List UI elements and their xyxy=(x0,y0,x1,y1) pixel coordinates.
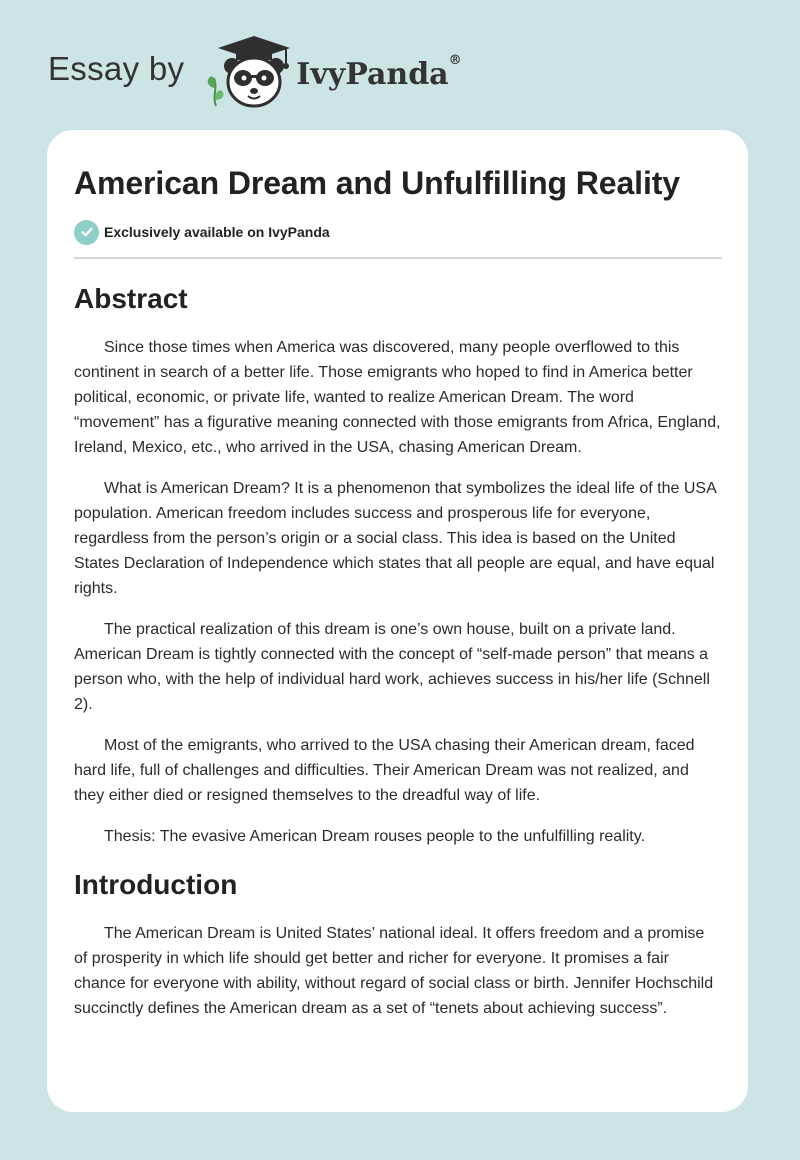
section-heading-introduction: Introduction xyxy=(74,869,238,900)
brand-name xyxy=(296,52,462,92)
essay-card xyxy=(47,130,748,1112)
paragraph: Thesis: The evasive American Dream rouses people to the unfulfilling reality. xyxy=(104,828,646,845)
title-divider xyxy=(74,257,722,259)
exclusive-label: Exclusively available on IvyPanda xyxy=(104,224,330,240)
section-body-introduction xyxy=(74,921,722,1021)
check-circle-icon xyxy=(74,220,99,245)
paragraph: The American Dream is United States’ national ideal. It offers freedom and a promise of prosperity in which life should get better and richer for everyone. It promises a fair chance for everyone with ability, without regard of social class or birth. Jennifer Hochschild succinctly defines the American dream as a set of “tenets about achieving success”. xyxy=(74,925,714,1017)
essay-title: American Dream and Unfulfilling Reality xyxy=(74,165,681,201)
brand-prefix: Essay by xyxy=(48,50,185,87)
brand-name-text: IvyPanda xyxy=(296,56,449,92)
section-heading-abstract: Abstract xyxy=(74,283,188,314)
panda-graduation-cap-icon xyxy=(202,34,292,110)
paragraph: What is American Dream? It is a phenomenon that symbolizes the ideal life of the USA population. American freedom includes success and prosperous life for everyone, regardless from the person’s origin or a social class. This idea is based on the United States Declaration of Independence which states that all people are equal, and have equal rights. xyxy=(74,480,716,597)
paragraph: Most of the emigrants, who arrived to the USA chasing their American dream, faced hard life, full of challenges and difficulties. Their American Dream was not realized, and they either died or resigned themselves to the dreadful way of life. xyxy=(74,737,695,804)
paragraph: Since those times when America was discovered, many people overflowed to this continent in search of a better life. Those emigrants who hoped to find in America better political, economic, or private life, wanted to realize American Dream. The word “movement” has a figurative meaning connected with those emigrants from Africa, England, Ireland, Mexico, etc., who arrived in the USA, chasing American Dream. xyxy=(74,339,721,456)
exclusive-badge xyxy=(74,219,722,245)
site-brand[interactable] xyxy=(48,34,462,110)
registered-mark: ® xyxy=(448,52,462,68)
paragraph: The practical realization of this dream is one’s own house, built on a private land. American Dream is tightly connected with the concept of “self-made person” that means a person who, with the help of individual hard work, achieves success in his/her life (Schnell 2). xyxy=(74,621,710,713)
section-body-abstract xyxy=(74,335,722,849)
